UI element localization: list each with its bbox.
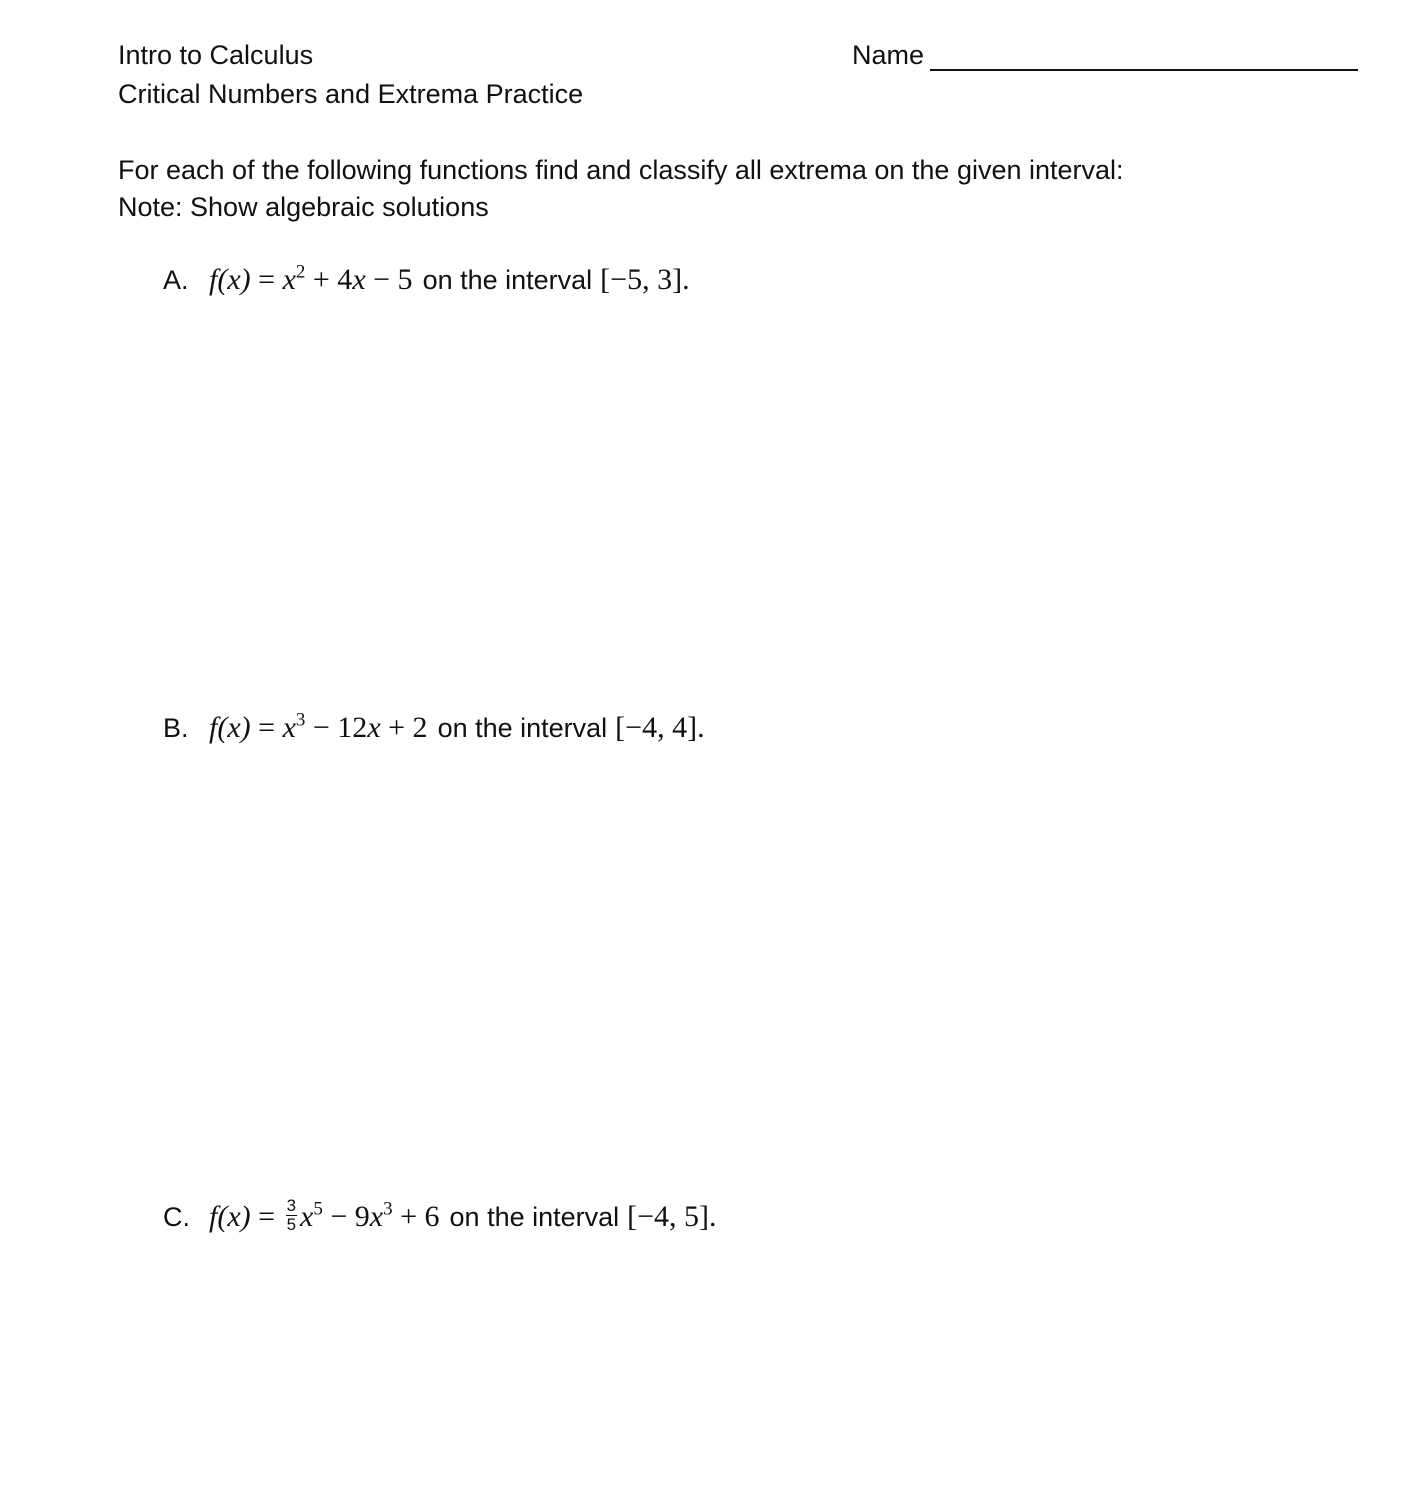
interval-value: [−4, 4].	[615, 711, 705, 744]
problem-letter: B.	[163, 713, 189, 743]
course-title: Intro to Calculus	[118, 40, 314, 70]
problem-a	[163, 263, 690, 297]
problem-c	[163, 1195, 717, 1238]
problem-equation: $f(x) = x^2 + 4x - 5$	[209, 261, 413, 296]
problem-letter: C.	[163, 1202, 190, 1232]
problem-b	[163, 711, 705, 745]
interval-label: on the interval	[437, 713, 608, 743]
function-lhs: f(x)	[209, 711, 251, 744]
name-field[interactable]	[852, 40, 1358, 71]
worksheet-title: Critical Numbers and Extrema Practice	[118, 79, 584, 109]
function-lhs: f(x)	[209, 263, 251, 296]
instructions	[118, 152, 1124, 226]
name-label: Name	[852, 40, 925, 70]
problem-equation: $f(x) = x^3 - 12x + 2$	[209, 709, 428, 744]
fraction-numerator: 3	[286, 1195, 297, 1215]
name-blank-line[interactable]	[930, 41, 1358, 71]
interval-label: on the interval	[422, 265, 593, 295]
instructions-note: Note: Show algebraic solutions	[118, 192, 489, 222]
problem-letter: A.	[163, 265, 189, 295]
instructions-line: For each of the following functions find and classify all extrema on the given interval:	[118, 155, 1124, 185]
interval-label: on the interval	[449, 1202, 620, 1232]
function-lhs: f(x)	[209, 1200, 251, 1233]
interval-value: [−4, 5].	[627, 1200, 717, 1233]
fraction-denominator: 5	[286, 1214, 297, 1234]
coefficient-fraction	[286, 1197, 297, 1234]
problem-equation: f(x) = $\frac{3}{5}$ $x^5 - 9x^3 + 6$	[209, 1195, 440, 1234]
interval-value: [−5, 3].	[600, 263, 690, 296]
